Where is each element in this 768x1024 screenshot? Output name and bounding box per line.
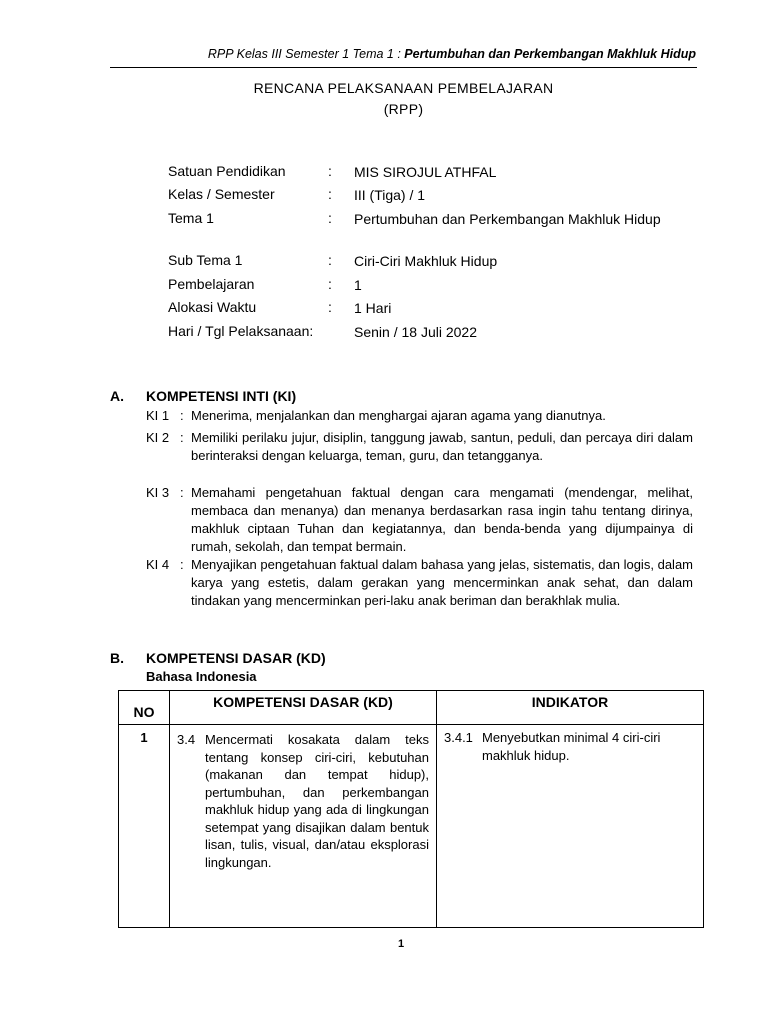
document-subtitle: (RPP)	[383, 101, 424, 117]
ki-code: KI 3	[146, 485, 170, 500]
column-header-kd: KOMPETENSI DASAR (KD)	[170, 691, 437, 725]
section-letter: A.	[110, 388, 124, 404]
info-colon: :	[328, 210, 332, 226]
column-header-indicator: INDIKATOR	[437, 691, 704, 725]
ki-code: KI 1	[146, 408, 170, 423]
info-value: Pertumbuhan dan Perkembangan Makhluk Hidup	[354, 211, 661, 227]
ki-text: Memahami pengetahuan faktual dengan cara mengamati (mendengar, melihat, membaca dan menanya) dan menanya berdasarkan rasa ingin tahu tentang dirinya, makhluk ciptaan Tuhan dan kegiatannya, dan benda-benda yang dijumpainya di rumah, sekolah, dan tempat bermain.	[191, 485, 693, 554]
kd-cell	[170, 725, 437, 928]
ki-colon: :	[180, 430, 184, 445]
info-label: Tema 1	[168, 210, 214, 226]
section-title: KOMPETENSI INTI (KI)	[146, 388, 297, 404]
indicator-number: 3.4.1	[444, 730, 473, 745]
table-header-row	[119, 691, 704, 725]
indicator-description: Menyebutkan minimal 4 ciri-ciri makhluk hidup.	[482, 730, 661, 763]
info-value: 1 Hari	[354, 300, 392, 316]
header-theme: Pertumbuhan dan Perkembangan Makhluk Hidup	[404, 47, 696, 61]
ki-colon: :	[180, 557, 184, 572]
info-colon: :	[328, 252, 332, 268]
header-prefix: RPP Kelas III Semester 1 Tema 1 :	[207, 47, 405, 61]
info-label: Kelas / Semester	[168, 186, 275, 202]
info-colon: :	[328, 163, 332, 179]
ki-colon: :	[180, 485, 184, 500]
column-header-no: NO	[119, 691, 170, 725]
info-colon: :	[328, 299, 332, 315]
section-letter: B.	[110, 650, 124, 666]
ki-text: Memiliki perilaku jujur, disiplin, tanggung jawab, santun, peduli, dan percaya diri dalam berinteraksi dengan keluarga, teman, guru, dan tetangganya.	[191, 430, 693, 463]
indicator-cell	[437, 725, 704, 928]
page-number: 1	[398, 938, 405, 950]
table-row	[119, 725, 704, 928]
info-label: Hari / Tgl Pelaksanaan:	[168, 323, 314, 339]
info-label: Sub Tema 1	[168, 252, 243, 268]
info-colon: :	[328, 276, 332, 292]
subject-title: Bahasa Indonesia	[146, 669, 257, 684]
running-header	[110, 47, 696, 61]
kd-number: 3.4	[177, 732, 196, 747]
section-title: KOMPETENSI DASAR (KD)	[146, 650, 326, 666]
info-value: MIS SIROJUL ATHFAL	[354, 164, 497, 180]
info-label: Pembelajaran	[168, 276, 255, 292]
info-value: 1	[354, 277, 362, 293]
info-label: Alokasi Waktu	[168, 299, 257, 315]
ki-code: KI 2	[146, 430, 170, 445]
ki-code: KI 4	[146, 557, 170, 572]
header-rule	[110, 67, 697, 68]
kd-content	[171, 726, 435, 871]
kd-description: Mencermati kosakata dalam teks tentang konsep ciri-ciri, kebutuhan (makanan dan tempat hidup), pertumbuhan, dan perkembangan makhluk hidup yang ada di lingkungan setempat yang disajikan dalam bentuk lisan, tulis, visual, dan/atau eksplorasi lingkungan.	[205, 732, 429, 870]
ki-text: Menerima, menjalankan dan menghargai ajaran agama yang dianutnya.	[191, 408, 606, 423]
info-value: Ciri-Ciri Makhluk Hidup	[354, 253, 498, 269]
info-value: Senin / 18 Juli 2022	[354, 324, 477, 340]
info-colon: :	[328, 186, 332, 202]
row-number: 1	[119, 725, 170, 928]
ki-text: Menyajikan pengetahuan faktual dalam bahasa yang jelas, sistematis, dan logis, dalam karya yang estetis, dalam gerakan yang mencerminkan anak sehat, dan dalam tindakan yang mencerminkan peri-laku anak beriman dan berakhlak mulia.	[191, 557, 693, 608]
info-label: Satuan Pendidikan	[168, 163, 286, 179]
info-value: III (Tiga) / 1	[354, 187, 426, 203]
ki-colon: :	[180, 408, 184, 423]
kd-table	[118, 690, 704, 928]
indicator-content	[438, 726, 702, 764]
document-title: RENCANA PELAKSANAAN PEMBELAJARAN	[253, 80, 554, 96]
